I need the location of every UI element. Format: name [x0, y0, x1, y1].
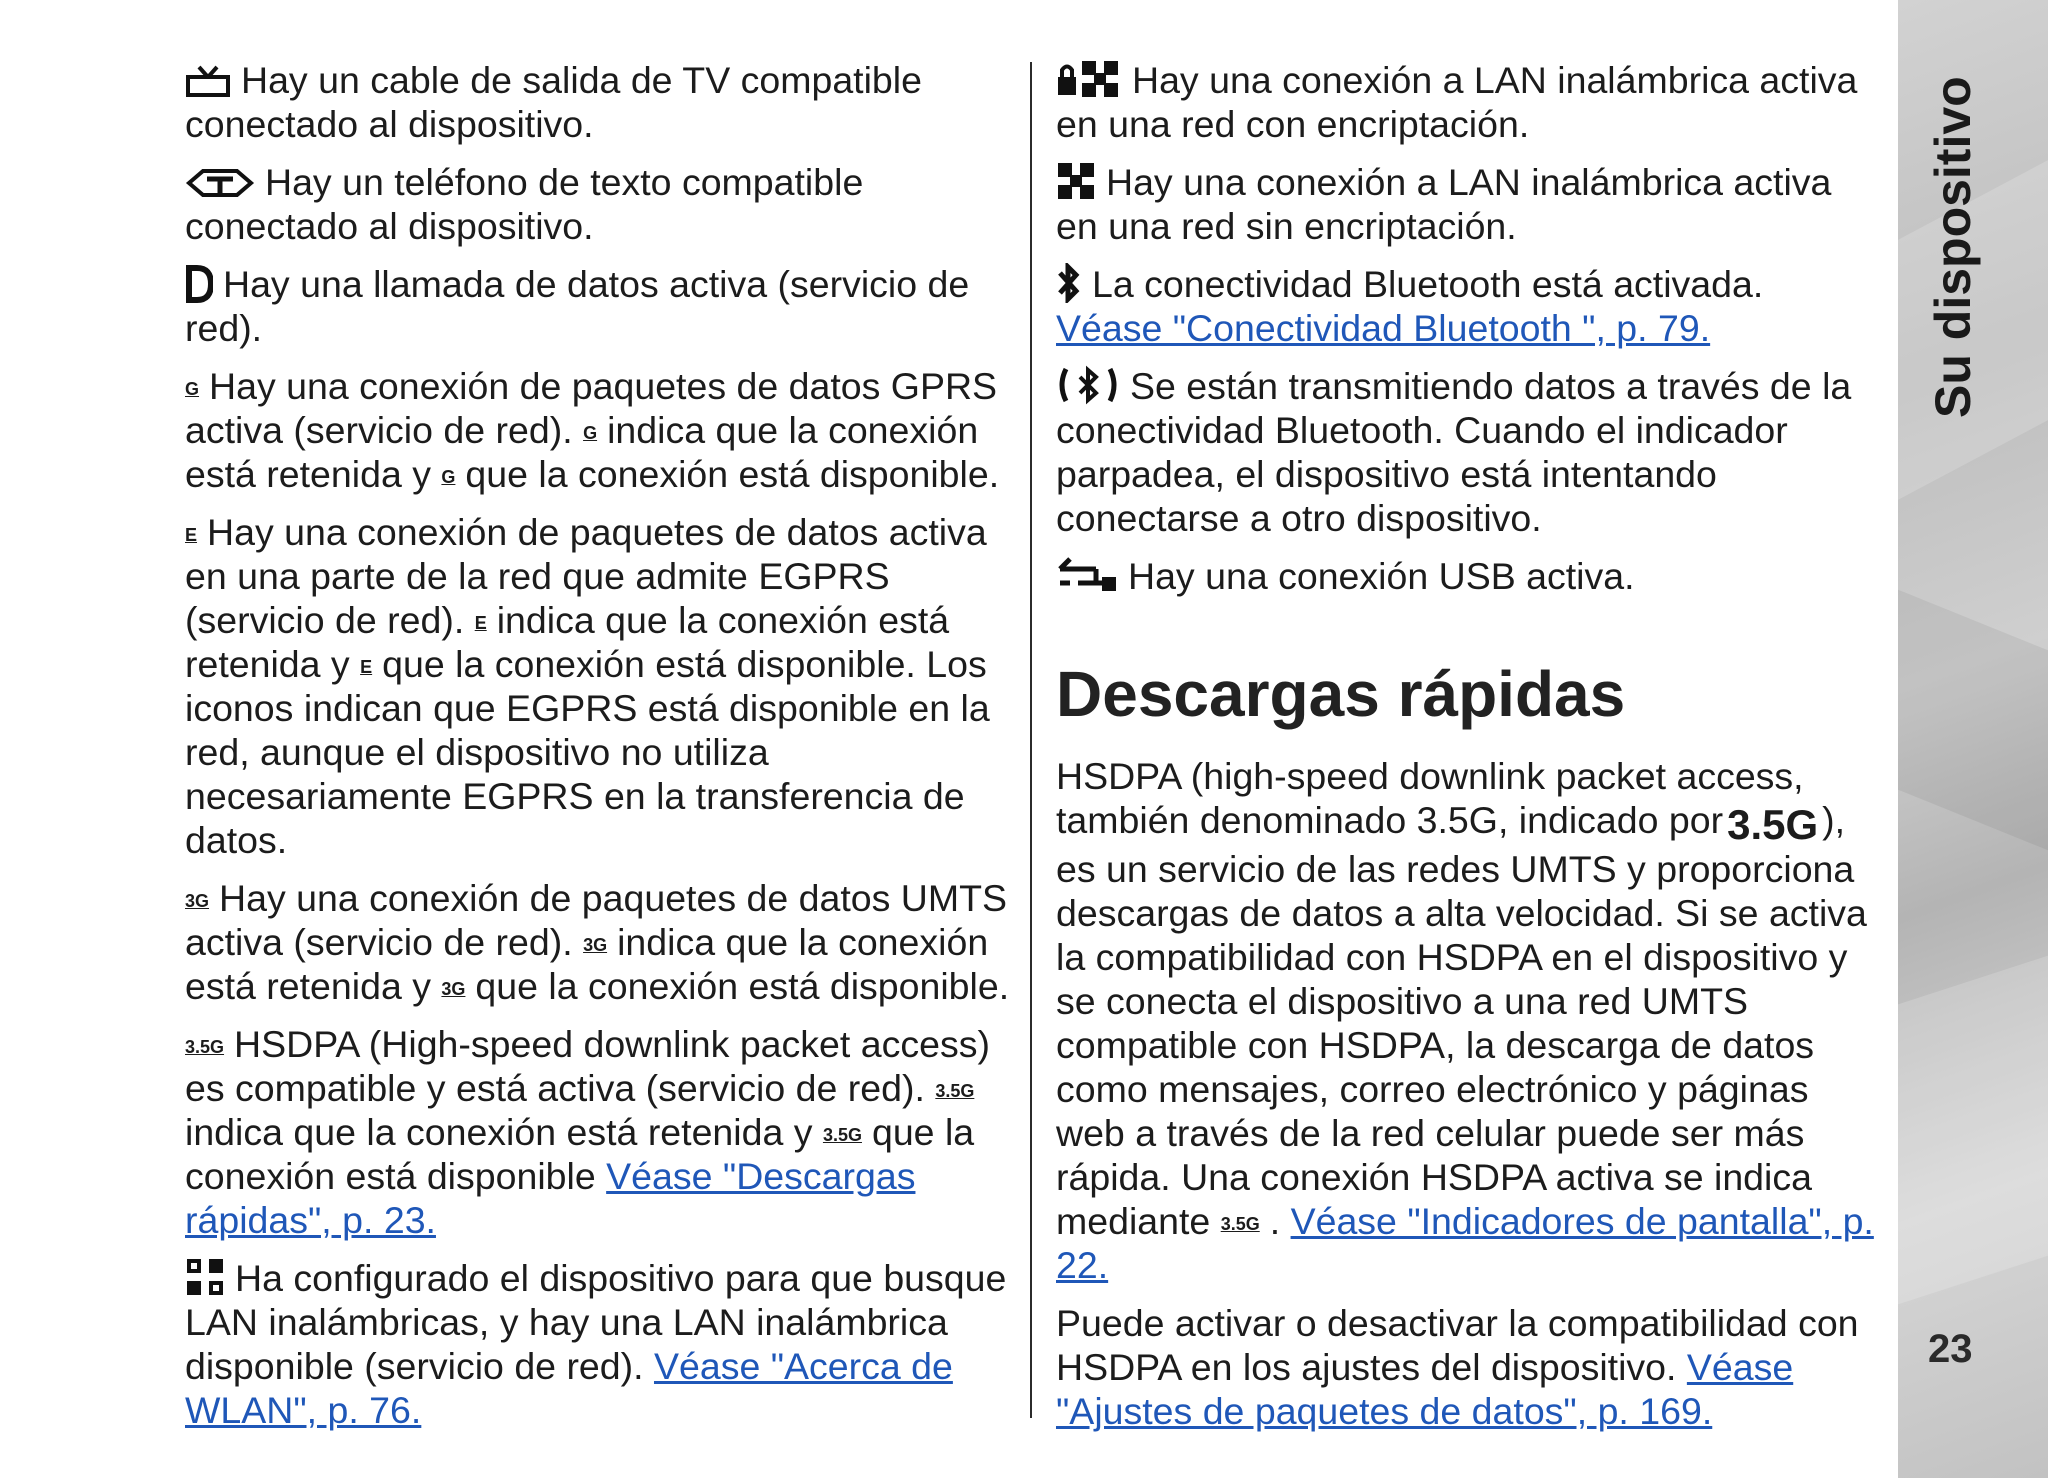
gprs-active-text: Hay una conexión de paquetes de datos GPRS activa (servicio de red).: [185, 365, 998, 451]
chapter-title: Su dispositivo: [1925, 76, 1981, 418]
umts-held-icon: 3G: [583, 935, 608, 955]
egprs-paragraph: [185, 510, 1010, 862]
wlan-unencrypted-text: Hay una conexión a LAN inalámbrica activa en una red sin encriptación.: [1056, 161, 1832, 247]
bluetooth-paragraph: [1056, 262, 1878, 350]
link-acerca-wlan[interactable]: Véase "Acerca de WLAN", p. 76.: [185, 1345, 953, 1431]
tv-out-text: Hay un cable de salida de TV compatible conectado al dispositivo.: [185, 59, 922, 145]
text-phone-text: Hay un teléfono de texto compatible conectado al dispositivo.: [185, 161, 864, 247]
hsdpa-held-text: indica que la conexión está retenida y: [185, 1111, 813, 1153]
hsdpa-indicator-icon: 3.5G: [1220, 1214, 1260, 1234]
sidebar-facet: [1898, 590, 2048, 851]
umts-available-icon: 3G: [441, 979, 466, 999]
wlan-unencrypted-paragraph: [1056, 160, 1878, 248]
hsdpa-available-text: que la conexión está disponible: [185, 1111, 975, 1197]
left-column: [185, 58, 1010, 1446]
data-call-text: Hay una llamada de datos activa (servicio de red).: [185, 263, 970, 349]
link-descargas-rapidas[interactable]: Véase "Descargas rápidas", p. 23.: [185, 1155, 916, 1241]
page-number: 23: [1928, 1327, 1973, 1371]
usb-icon: [1056, 555, 1118, 595]
hsdpa-settings-text: Puede activar o desactivar la compatibilidad con HSDPA en los ajustes del dispositivo.: [1056, 1302, 1859, 1388]
usb-paragraph: [1056, 554, 1878, 598]
gprs-held-icon: G: [583, 423, 598, 443]
bluetooth-transfer-icon: [1056, 365, 1120, 405]
hsdpa-description-text-start: HSDPA (high-speed downlink packet access, también denominado 3.5G, indicado por: [1056, 755, 1804, 841]
column-divider: [1030, 62, 1032, 1418]
bluetooth-text: La conectividad Bluetooth está activada.: [1092, 263, 1764, 305]
egprs-held-icon: E: [474, 613, 487, 633]
hsdpa-description-text-end: ), es un servicio de las redes UMTS y proporciona descargas de datos a alta velocidad. Si se activa la compatibilidad con HSDPA en el dispositivo y se conecta el dispositivo a una red UMTS compatible con HSDPA, la descarga de datos como mensajes, correo electrónico y páginas web a través de la red celular puede ser más rápida. Una conexión HSDPA activa se indica mediante: [1056, 799, 1867, 1242]
hsdpa-3-5g-icon: 3.5G: [1727, 801, 1819, 848]
text-phone-paragraph: [185, 160, 1010, 248]
wlan-unencrypted-icon: [1056, 161, 1096, 201]
gprs-available-text: que la conexión está disponible.: [465, 453, 1000, 495]
bluetooth-transfer-text: Se están transmitiendo datos a través de la conectividad Bluetooth. Cuando el indicador parpadea, el dispositivo está intentando conectarse a otro dispositivo.: [1056, 365, 1852, 539]
wlan-available-text: Ha configurado el dispositivo para que busque LAN inalámbricas, y hay una LAN inalámbrica disponible (servicio de red).: [185, 1257, 1007, 1387]
wlan-encrypted-text: Hay una conexión a LAN inalámbrica activa en una red con encriptación.: [1056, 59, 1858, 145]
wlan-available-icon: [185, 1257, 225, 1297]
sidebar-facet: [1898, 956, 2048, 1305]
gprs-available-icon: G: [441, 467, 456, 487]
tv-out-icon: [185, 65, 231, 99]
egprs-active-text: Hay una conexión de paquetes de datos activa en una parte de la red que admite EGPRS (servicio de red).: [185, 511, 987, 641]
egprs-available-text: que la conexión está disponible. Los iconos indican que EGPRS está disponible en la red, aunque el dispositivo no utiliza necesariamente EGPRS en la transferencia de datos.: [185, 643, 990, 861]
umts-active-icon: 3G: [185, 891, 210, 911]
egprs-available-icon: E: [360, 657, 373, 677]
umts-available-text: que la conexión está disponible.: [475, 965, 1010, 1007]
umts-held-text: indica que la conexión está retenida y: [185, 921, 989, 1007]
right-column: [1056, 58, 1878, 1447]
gprs-paragraph: [185, 364, 1010, 496]
tv-out-paragraph: [185, 58, 1010, 146]
data-call-paragraph: [185, 262, 1010, 350]
hsdpa-description-paragraph: [1056, 754, 1878, 1287]
hsdpa-description-period: .: [1269, 1200, 1281, 1242]
bluetooth-transfer-paragraph: [1056, 364, 1878, 540]
umts-active-text: Hay una conexión de paquetes de datos UMTS activa (servicio de red).: [185, 877, 1008, 963]
egprs-held-text: indica que la conexión está retenida y: [185, 599, 950, 685]
link-ajustes-paquetes[interactable]: Véase "Ajustes de paquetes de datos", p. 169.: [1056, 1346, 1794, 1432]
hsdpa-paragraph: [185, 1022, 1010, 1242]
gprs-active-icon: G: [185, 379, 200, 399]
link-indicadores-pantalla[interactable]: Véase "Indicadores de pantalla", p. 22.: [1056, 1200, 1874, 1286]
bluetooth-icon: [1056, 263, 1082, 303]
egprs-active-icon: E: [185, 525, 198, 545]
link-conectividad-bluetooth[interactable]: Véase "Conectividad Bluetooth ", p. 79.: [1056, 307, 1711, 349]
umts-paragraph: [185, 876, 1010, 1008]
wlan-encrypted-paragraph: [1056, 58, 1878, 146]
section-heading: Descargas rápidas: [1056, 658, 1626, 730]
usb-text: Hay una conexión USB activa.: [1128, 555, 1635, 597]
hsdpa-available-icon: 3.5G: [822, 1125, 862, 1145]
wlan-scan-paragraph: [185, 1256, 1010, 1432]
hsdpa-active-icon: 3.5G: [185, 1037, 225, 1057]
gprs-held-text: indica que la conexión está retenida y: [185, 409, 979, 495]
hsdpa-held-icon: 3.5G: [935, 1081, 975, 1101]
hsdpa-settings-paragraph: [1056, 1301, 1878, 1433]
text-phone-icon: [185, 165, 255, 201]
data-call-icon: [185, 265, 213, 303]
hsdpa-active-text: HSDPA (High-speed downlink packet access) es compatible y está activa (servicio de red).: [185, 1023, 990, 1109]
wlan-encrypted-icon: [1056, 59, 1122, 99]
